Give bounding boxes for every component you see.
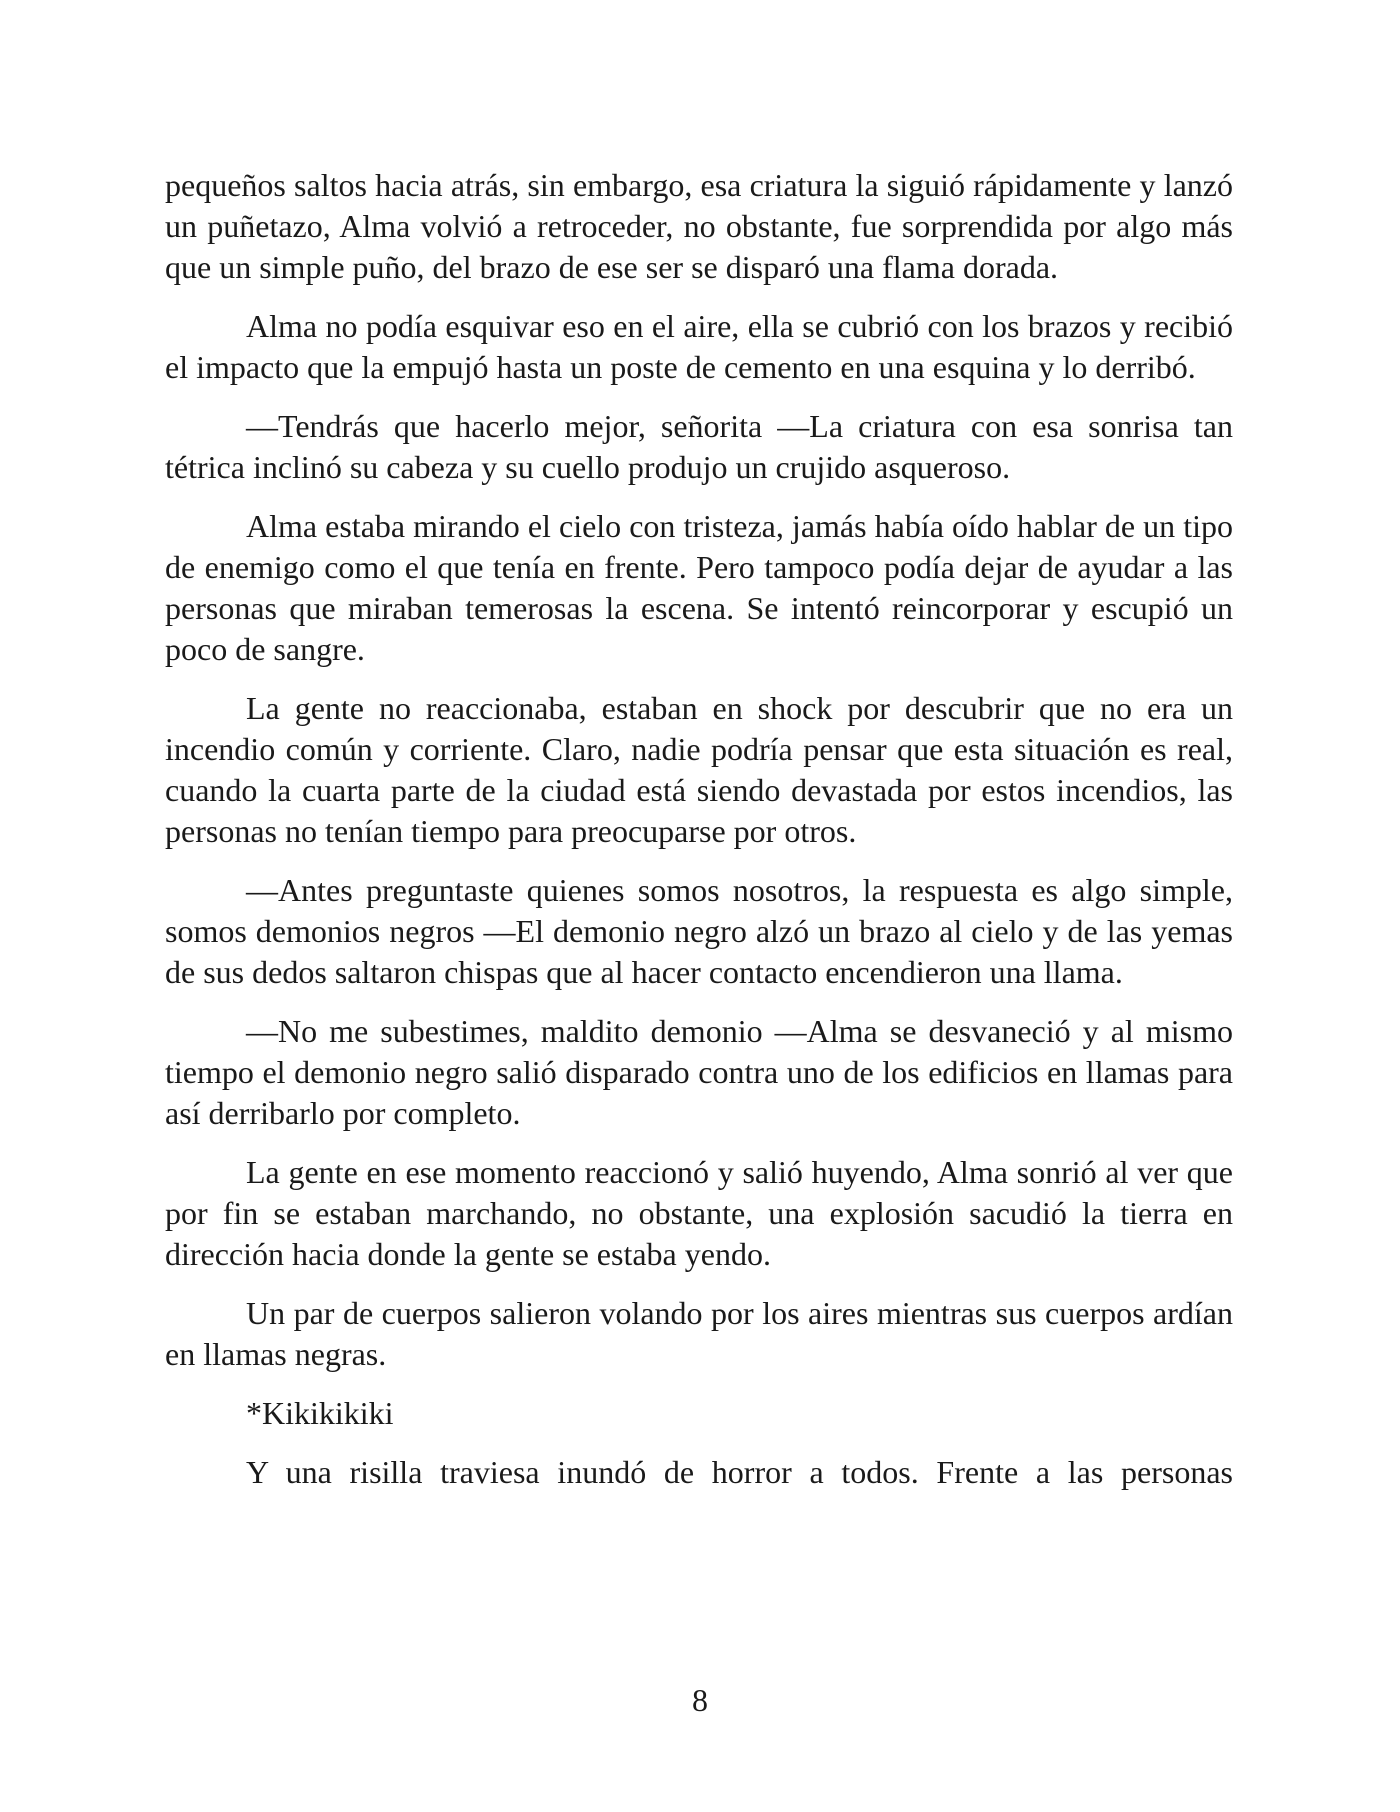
paragraph: Un par de cuerpos salieron volando por los aires mientras sus cuerpos ardían en llamas negras. xyxy=(165,1295,1233,1372)
paragraph: pequeños saltos hacia atrás, sin embargo, esa criatura la siguió rápidamente y lanzó un puñetazo, Alma volvió a retroceder, no obstante, fue sorprendida por algo más que un simple puño, del brazo de ese ser se disparó una flama dorada. xyxy=(165,167,1233,285)
paragraph: —Tendrás que hacerlo mejor, señorita —La criatura con esa sonrisa tan tétrica inclinó su cabeza y su cuello produjo un crujido asqueroso. xyxy=(165,408,1233,485)
body-text xyxy=(165,165,1233,1493)
paragraph: La gente no reaccionaba, estaban en shock por descubrir que no era un incendio común y corriente. Claro, nadie podría pensar que esta situación es real, cuando la cuarta parte de la ciudad está siendo devastada por estos incendios, las personas no tenían tiempo para preocuparse por otros. xyxy=(165,690,1233,849)
paragraph: —No me subestimes, maldito demonio —Alma se desvaneció y al mismo tiempo el demonio negro salió disparado contra uno de los edificios en llamas para así derribarlo por completo. xyxy=(165,1013,1233,1131)
paragraph: Alma no podía esquivar eso en el aire, ella se cubrió con los brazos y recibió el impacto que la empujó hasta un poste de cemento en una esquina y lo derribó. xyxy=(165,308,1233,385)
paragraph: Y una risilla traviesa inundó de horror a todos. Frente a las personas xyxy=(246,1454,1233,1490)
paragraph: La gente en ese momento reaccionó y salió huyendo, Alma sonrió al ver que por fin se estaban marchando, no obstante, una explosión sacudió la tierra en dirección hacia donde la gente se estaba yendo. xyxy=(165,1154,1233,1272)
paragraph: *Kikikikiki xyxy=(246,1395,394,1431)
paragraph: Alma estaba mirando el cielo con tristeza, jamás había oído hablar de un tipo de enemigo como el que tenía en frente. Pero tampoco podía dejar de ayudar a las personas que miraban temerosas la escena. Se intentó reincorporar y escupió un poco de sangre. xyxy=(165,508,1233,667)
paragraph: —Antes preguntaste quienes somos nosotros, la respuesta es algo simple, somos demonios negros —El demonio negro alzó un brazo al cielo y de las yemas de sus dedos saltaron chispas que al hacer contacto encendieron una llama. xyxy=(165,872,1233,990)
page-number: 8 xyxy=(692,1682,708,1718)
